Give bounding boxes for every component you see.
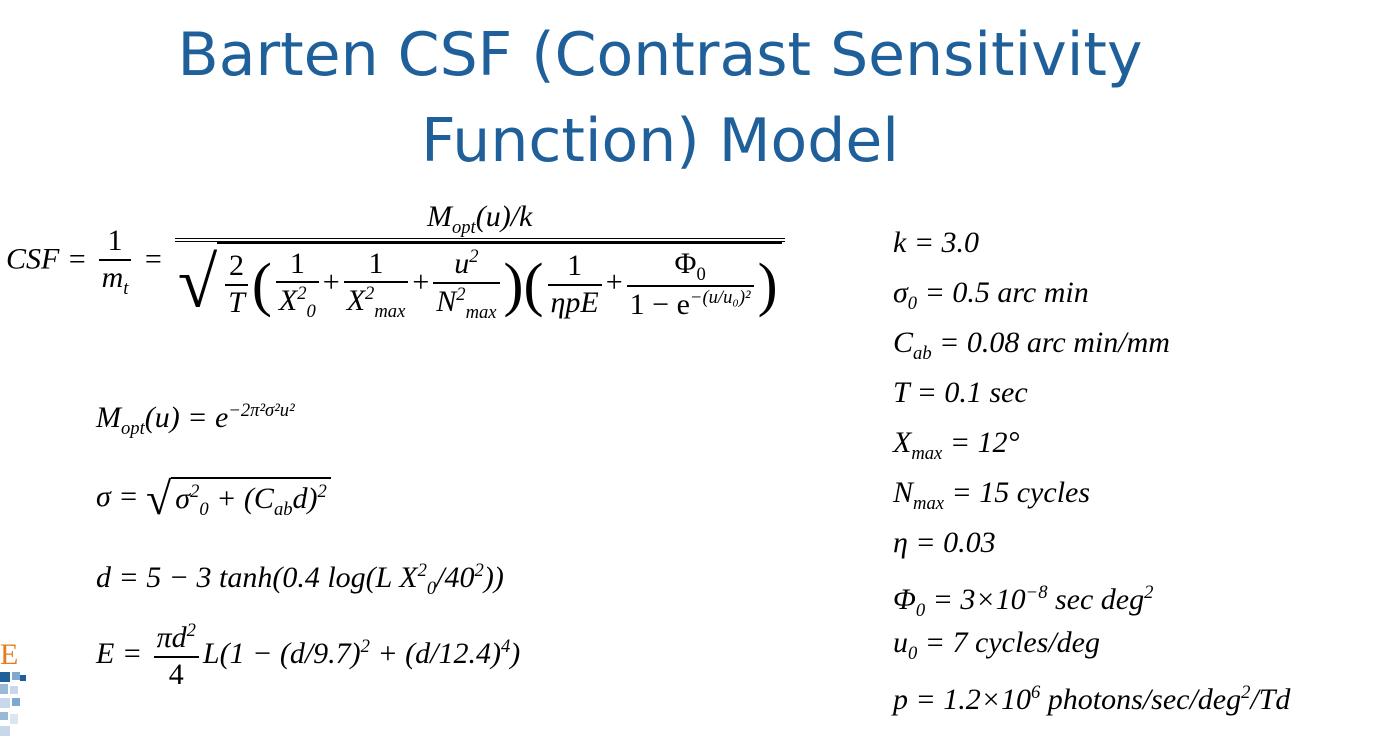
one-over-mt-fraction: $\frac{1}{m_t}$ <box>99 224 132 299</box>
slide-title-line-1: Barten CSF (Contrast Sensitivity <box>177 20 1143 90</box>
d-equation: d = 5 − 3 tanh(0.4 log(L $X^2_0/40^2$)) <box>96 560 504 599</box>
equals-sign: = <box>142 242 164 276</box>
param-k: k = 3.0 <box>893 226 980 259</box>
csf-main-fraction <box>175 200 785 323</box>
slide-title <box>0 12 1320 184</box>
logo-letter: E <box>0 638 19 671</box>
param-phi0: $\Phi_0 = 3\times 10^{-8}$ sec deg$^2$ <box>893 582 1154 621</box>
logo-pixel-icon <box>0 672 28 737</box>
csf-equation <box>6 200 789 323</box>
csf-denominator <box>175 242 785 323</box>
csf-lhs: CSF = <box>6 242 88 276</box>
mopt-equation: $M_{opt}(u) = e^{-2\pi^2\sigma^2u^2}$ <box>96 400 295 439</box>
param-p: $p = 1.2\times 10^6$ photons/sec/deg$^2$/Td <box>893 682 1291 716</box>
param-t: T = 0.1 sec <box>893 376 1028 409</box>
param-u0: $u_0 = 7$ cycles/deg <box>893 626 1100 664</box>
slide-title-line-2: Function) Model <box>421 106 899 176</box>
square-root: √ $\frac{2}{T}$ ( $\frac{1}{X^2_0}$ + $\frac{1}{X^2_{max}}$ + $\frac{u^2}{N^2_{max}}$ )( $\frac{1}{\text{ηpE}}$ + $\frac{\Phi_0}{1 - e^{-(u/u_0)^2}}$ ) <box>178 242 782 323</box>
csf-numerator: $M_{opt}(u)/k$ <box>175 200 785 242</box>
param-cab: $C_{ab} = 0.08$ arc min/mm <box>893 326 1170 364</box>
e-equation: E = $\frac{\pi d^2}{4}$ $L(1 - (d/9.7)^2 + (d/12.4)^4)$ <box>96 620 521 691</box>
param-xmax: $X_{max} = 12^\circ$ <box>893 426 1020 464</box>
radical-sign: √ <box>177 242 218 323</box>
param-sigma0: $\sigma_0 = 0.5$ arc min <box>893 276 1089 314</box>
radical-sign: √ <box>146 473 172 524</box>
sigma-equation: σ = √ $\sigma^2_0 + (C_{ab}d)^2$ <box>96 476 331 522</box>
param-nmax: $N_{max} = 15$ cycles <box>893 476 1091 514</box>
param-eta: η = 0.03 <box>893 526 996 559</box>
parameter-list <box>893 218 1373 718</box>
